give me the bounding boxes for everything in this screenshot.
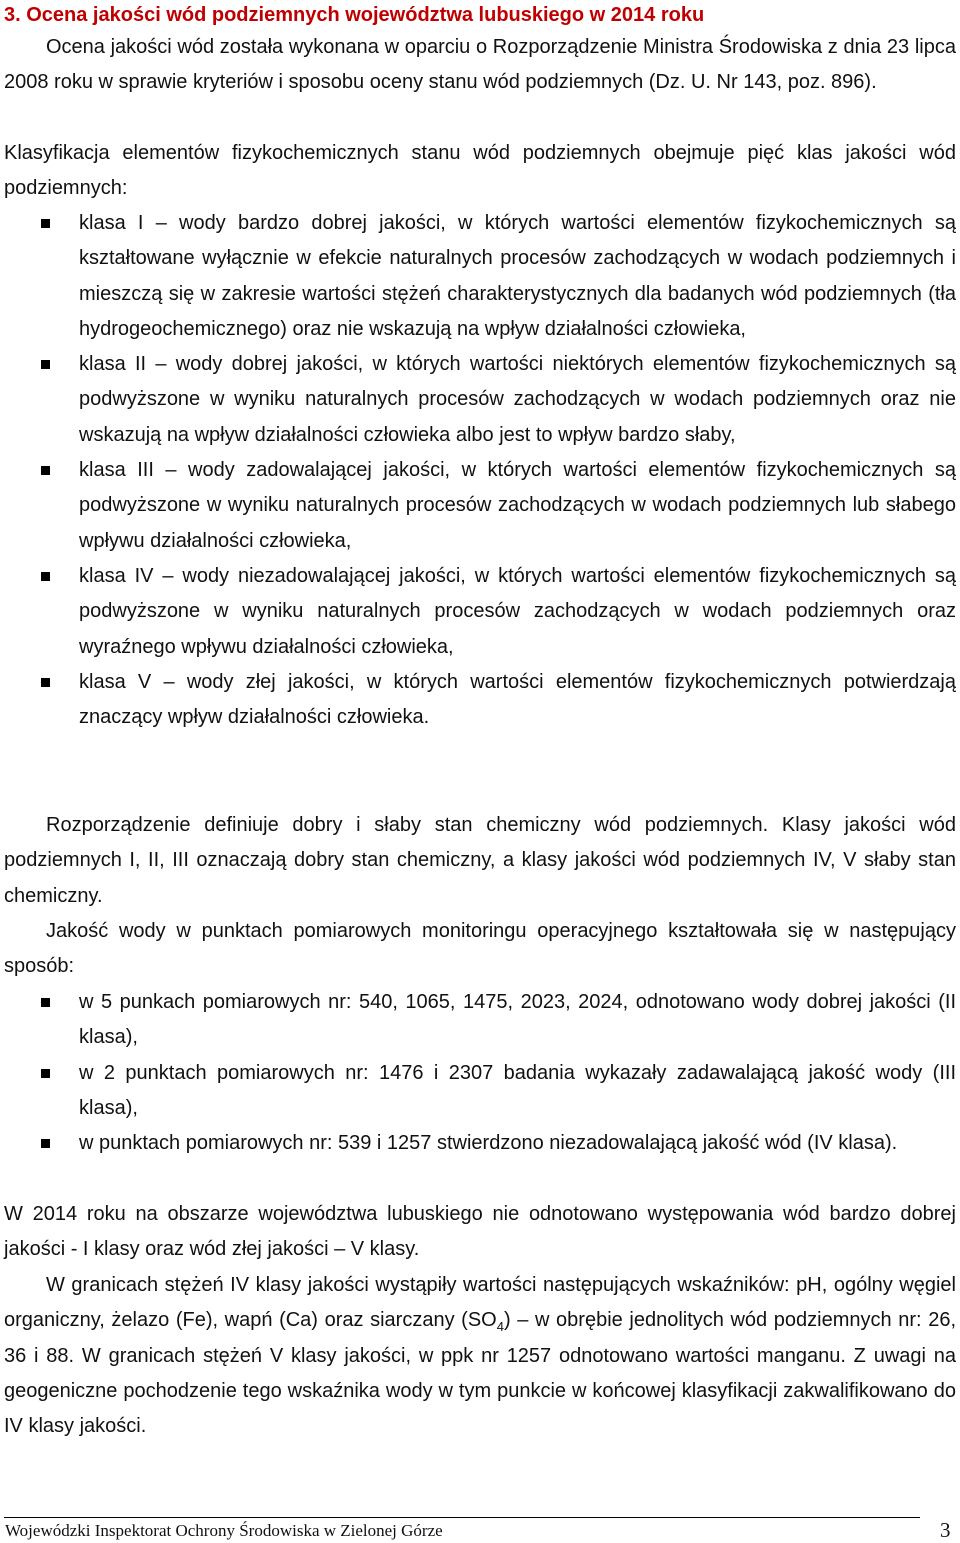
list-item xyxy=(4,1056,956,1127)
final-paragraph xyxy=(4,1268,956,1444)
quality-item-text: w 2 punktach pomiarowych nr: 1476 i 2307 badania wykazały zadawalającą jakość wody (III klasa), xyxy=(79,1061,956,1119)
final-paragraph-part-1: W granicach stężeń IV klasy jakości wystąpiły wartości następujących wskaźników: pH, ogólny węgiel organiczny, żelazo (Fe), wapń (Ca) oraz siarczany (SO xyxy=(4,1274,956,1332)
quality-item-text: w 5 punkach pomiarowych nr: 540, 1065, 1475, 2023, 2024, odnotowano wody dobrej jakości (II klasa), xyxy=(79,991,956,1049)
classification-intro: Klasyfikacja elementów fizykochemicznych stanu wód podziemnych obejmuje pięć klas jakości wód podziemnych: xyxy=(4,142,956,200)
square-bullet-icon xyxy=(41,219,50,228)
quality-item-text: w punktach pomiarowych nr: 539 i 1257 stwierdzono niezadowalającą jakość wód (IV klasa). xyxy=(79,1132,898,1155)
section-heading: 3. Ocena jakości wód podziemnych województwa lubuskiego w 2014 roku xyxy=(4,4,705,26)
square-bullet-icon xyxy=(41,998,50,1007)
list-item xyxy=(4,453,956,559)
class-4-text: klasa IV – wody niezadowalającej jakości, w których wartości elementów fizykochemicznych są podwyższone w wyniku naturalnych procesów zachodzących w wodach podziemnych oraz wyraźnego wpływu działalności człowieka, xyxy=(79,564,956,658)
square-bullet-icon xyxy=(41,1069,50,1078)
square-bullet-icon xyxy=(41,466,50,475)
list-item xyxy=(4,347,956,453)
list-item xyxy=(4,665,956,736)
class-2-text: klasa II – wody dobrej jakości, w których wartości niektórych elementów fizykochemicznych są podwyższone w wyniku naturalnych procesów zachodzących w wodach podziemnych oraz nie wskazują na wpływ działalności człowieka albo jest to wpływ bardzo słaby, xyxy=(79,353,956,446)
class-1-text: klasa I – wody bardzo dobrej jakości, w których wartości elementów fizykochemicznych są kształtowane wyłącznie w efekcie naturalnych procesów zachodzących w wodach podziemnych i mieszczą się w zakresie wartości stężeń charakterystycznych dla badanych wód podziemnych (tła hydrogeochemicznego) oraz nie wskazują na wpływ działalności człowieka, xyxy=(79,212,956,340)
square-bullet-icon xyxy=(41,572,50,581)
intro-paragraph: Ocena jakości wód została wykonana w oparciu o Rozporządzenie Ministra Środowiska z dnia 23 lipca 2008 roku w sprawie kryteriów i sposobu oceny stanu wód podziemnych (Dz. U. Nr 143, poz. 896). xyxy=(4,36,956,94)
list-item xyxy=(4,985,956,1056)
final-paragraph-part-2: ) – w obrębie jednolitych wód podziemnych nr: 26, 36 i 88. W granicach stężeń V klasy jakości, w ppk nr 1257 odnotowano wartości manganu. Z uwagi na geogeniczne pochodzenie tego wskaźnika wody w tym punkcie w końcowej klasyfikacji zakwalifikowano do IV klasy jakości. xyxy=(4,1309,957,1438)
class-list xyxy=(4,206,956,735)
square-bullet-icon xyxy=(41,1139,50,1148)
quality-intro: Jakość wody w punktach pomiarowych monitoringu operacyjnego kształtowała się w następujący sposób: xyxy=(4,920,956,978)
sulfate-subscript: 4 xyxy=(496,1319,504,1335)
square-bullet-icon xyxy=(41,678,50,687)
page-number: 3 xyxy=(940,1518,951,1542)
regulation-paragraph: Rozporządzenie definiuje dobry i słaby stan chemiczny wód podziemnych. Klasy jakości wód podziemnych I, II, III oznaczają dobry stan chemiczny, a klasy jakości wód podziemnych IV, V słaby stan chemiczny. xyxy=(4,814,956,907)
class-3-text: klasa III – wody zadowalającej jakości, w których wartości elementów fizykochemicznych są podwyższone w wyniku naturalnych procesów zachodzących w wodach podziemnych lub słabego wpływu działalności człowieka, xyxy=(79,459,956,552)
footer-divider xyxy=(4,1517,920,1518)
year-paragraph: W 2014 roku na obszarze województwa lubuskiego nie odnotowano występowania wód bardzo dobrej jakości - I klasy oraz wód złej jakości – V klasy. xyxy=(4,1203,956,1261)
list-item xyxy=(4,559,956,665)
class-5-text: klasa V – wody złej jakości, w których wartości elementów fizykochemicznych potwierdzają znaczący wpływ działalności człowieka. xyxy=(79,670,956,729)
list-item xyxy=(4,1126,956,1161)
quality-list xyxy=(4,985,956,1161)
footer-institution: Wojewódzki Inspektorat Ochrony Środowiska w Zielonej Górze xyxy=(5,1521,443,1540)
square-bullet-icon xyxy=(41,360,50,369)
list-item xyxy=(4,206,956,347)
